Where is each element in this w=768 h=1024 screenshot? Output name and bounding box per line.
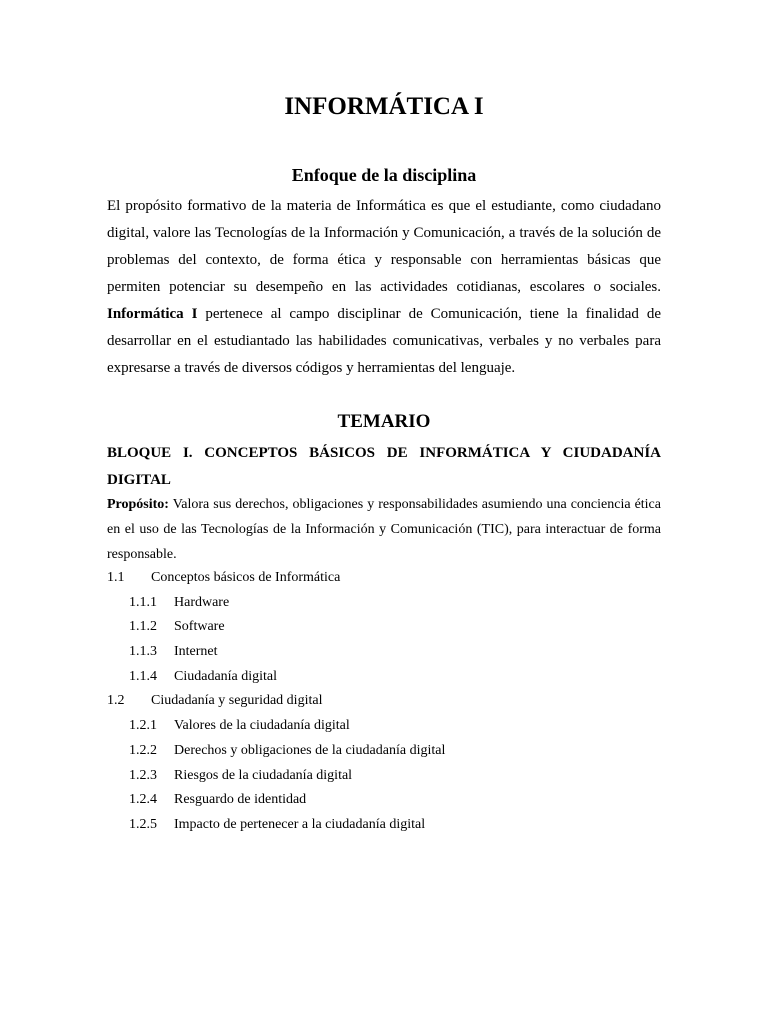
temario-heading: TEMARIO [337, 411, 431, 432]
temario-item-text: Ciudadanía digital [174, 668, 278, 684]
temario-item-text: Internet [174, 644, 218, 660]
temario-item-number: 1.1.1 [129, 594, 157, 610]
temario-item-text: Hardware [174, 594, 230, 610]
temario-item-number: 1.2.3 [129, 767, 157, 783]
enfoque-heading: Enfoque de la disciplina [291, 165, 477, 185]
temario-item-number: 1.1 [107, 570, 125, 585]
temario-item-number: 1.2.2 [129, 742, 157, 758]
temario-item [0, 813, 768, 838]
temario-item [0, 714, 768, 739]
temario-item-number: 1.1.3 [129, 644, 157, 660]
temario-item-text: Conceptos básicos de Informática [151, 570, 341, 585]
temario-item [0, 665, 768, 690]
proposito-paragraph [107, 492, 661, 567]
temario-item-number: 1.2.5 [129, 816, 157, 832]
temario-item [0, 615, 768, 640]
proposito-text: Valora sus derechos, obligaciones y responsabilidades asumiendo una conciencia ética en el uso de las Tecnologías de la Información y Comunicación (TIC), para interactuar de forma responsable. [107, 497, 661, 562]
temario-item-number: 1.2.4 [129, 792, 157, 808]
temario-list [0, 566, 768, 838]
temario-item [0, 764, 768, 789]
enfoque-bold-subject: Informática I [107, 306, 198, 322]
temario-item-text: Resguardo de identidad [174, 792, 307, 808]
proposito-label: Propósito: [107, 497, 169, 512]
temario-item [0, 689, 768, 714]
temario-item-number: 1.2.1 [129, 718, 157, 734]
enfoque-text-end: pertenece al campo disciplinar de Comunicación, tiene la finalidad de desarrollar en el estudiantado las habilidades comunicativas, verbales y no verbales para expresarse a través de diversos códigos y herramientas del lenguaje. [107, 306, 661, 376]
temario-item-text: Valores de la ciudadanía digital [174, 718, 350, 734]
temario-item-text: Derechos y obligaciones de la ciudadanía digital [174, 742, 446, 758]
temario-item-number: 1.1.4 [129, 668, 157, 684]
bloque-title: BLOQUE I. CONCEPTOS BÁSICOS DE INFORMÁTICA Y CIUDADANÍA DIGITAL [107, 445, 661, 488]
temario-item [0, 788, 768, 813]
temario-item-number: 1.1.2 [129, 619, 157, 635]
temario-item-text: Ciudadanía y seguridad digital [151, 693, 323, 709]
temario-item [0, 566, 768, 591]
temario-item-text: Impacto de pertenecer a la ciudadanía digital [174, 816, 426, 832]
enfoque-text-start: El propósito formativo de la materia de Informática es que el estudiante, como ciudadano digital, valore las Tecnologías de la Información y Comunicación, a través de la solución de problemas del contexto, de forma ética y responsable con herramientas básicas que permiten potenciar su desempeño en las actividades cotidianas, escolares o sociales. [107, 198, 661, 295]
temario-item [0, 591, 768, 616]
enfoque-paragraph [107, 193, 661, 382]
temario-item [0, 640, 768, 665]
temario-item [0, 739, 768, 764]
temario-item-text: Software [174, 619, 225, 635]
temario-item-text: Riesgos de la ciudadanía digital [174, 767, 353, 783]
document-title: INFORMÁTICA I [284, 93, 484, 120]
temario-item-number: 1.2 [107, 693, 125, 709]
